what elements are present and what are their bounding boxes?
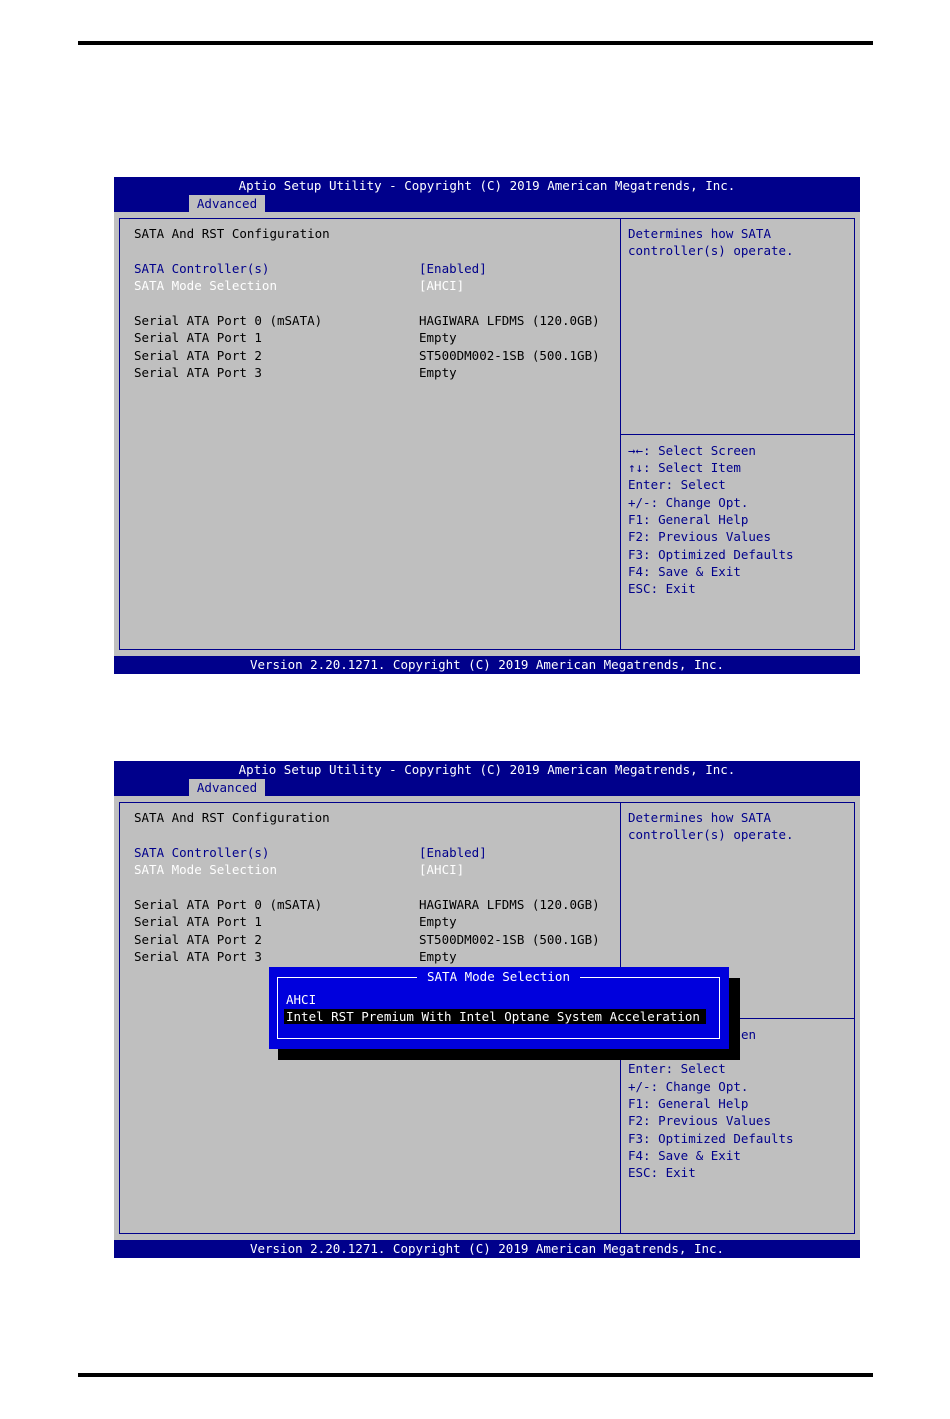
port-1-label: Serial ATA Port 1 xyxy=(134,914,262,929)
title-bar xyxy=(114,761,860,796)
section-title: SATA And RST Configuration xyxy=(134,810,330,825)
key-f3: F3: Optimized Defaults xyxy=(628,1131,794,1146)
port-1-value: Empty xyxy=(419,330,457,345)
port-2-value: ST500DM002-1SB (500.1GB) xyxy=(419,932,600,947)
sata-controller-value[interactable]: [Enabled] xyxy=(419,261,487,276)
title-text: Aptio Setup Utility - Copyright (C) 2019 American Megatrends, Inc. xyxy=(238,762,736,777)
key-select-screen-partial: en xyxy=(741,1027,757,1042)
help-text-line1: Determines how SATA xyxy=(628,810,771,825)
key-enter: Enter: Select xyxy=(628,477,726,492)
key-enter: Enter: Select xyxy=(628,1061,726,1076)
port-1-value: Empty xyxy=(419,914,457,929)
title-bar xyxy=(114,177,860,212)
bottom-rule xyxy=(78,1373,873,1377)
port-3-label: Serial ATA Port 3 xyxy=(134,949,262,964)
key-f4: F4: Save & Exit xyxy=(628,1148,741,1163)
popup-title: SATA Mode Selection xyxy=(417,968,580,985)
popup-frame xyxy=(277,977,720,1039)
sata-controller-value[interactable]: [Enabled] xyxy=(419,845,487,860)
sata-mode-popup xyxy=(269,967,729,1049)
key-f2: F2: Previous Values xyxy=(628,1113,771,1128)
sata-mode-label[interactable]: SATA Mode Selection xyxy=(134,862,277,877)
key-f4: F4: Save & Exit xyxy=(628,564,741,579)
port-0-value: HAGIWARA LFDMS (120.0GB) xyxy=(419,897,600,912)
sata-mode-label[interactable]: SATA Mode Selection xyxy=(134,278,277,293)
port-2-label: Serial ATA Port 2 xyxy=(134,932,262,947)
footer-bar: Version 2.20.1271. Copyright (C) 2019 American Megatrends, Inc. xyxy=(114,1240,860,1258)
key-change-opt: +/-: Change Opt. xyxy=(628,495,749,510)
tab-advanced[interactable]: Advanced xyxy=(189,195,265,212)
port-0-label: Serial ATA Port 0 (mSATA) xyxy=(134,313,323,328)
key-f3: F3: Optimized Defaults xyxy=(628,547,794,562)
port-2-value: ST500DM002-1SB (500.1GB) xyxy=(419,348,600,363)
help-text-line2: controller(s) operate. xyxy=(628,243,794,258)
help-divider xyxy=(621,434,855,435)
help-text-line2: controller(s) operate. xyxy=(628,827,794,842)
key-f1: F1: General Help xyxy=(628,512,749,527)
key-esc: ESC: Exit xyxy=(628,581,696,596)
key-f1: F1: General Help xyxy=(628,1096,749,1111)
key-f2: F2: Previous Values xyxy=(628,529,771,544)
port-1-label: Serial ATA Port 1 xyxy=(134,330,262,345)
popup-option-ahci[interactable]: AHCI xyxy=(286,992,317,1007)
sata-controller-label[interactable]: SATA Controller(s) xyxy=(134,261,270,276)
popup-option-intel-rst[interactable]: Intel RST Premium With Intel Optane System Acceleration xyxy=(284,1009,706,1024)
bios-screen-1 xyxy=(114,177,860,674)
tab-advanced[interactable]: Advanced xyxy=(189,779,265,796)
sata-mode-value[interactable]: [AHCI] xyxy=(419,862,465,877)
port-3-label: Serial ATA Port 3 xyxy=(134,365,262,380)
bios-screen-2 xyxy=(114,761,860,1258)
key-change-opt: +/-: Change Opt. xyxy=(628,1079,749,1094)
port-2-label: Serial ATA Port 2 xyxy=(134,348,262,363)
key-select-item: ↑↓: Select Item xyxy=(628,460,741,475)
help-text-line1: Determines how SATA xyxy=(628,226,771,241)
sata-mode-value[interactable]: [AHCI] xyxy=(419,278,465,293)
port-0-label: Serial ATA Port 0 (mSATA) xyxy=(134,897,323,912)
title-text: Aptio Setup Utility - Copyright (C) 2019 American Megatrends, Inc. xyxy=(238,178,736,193)
port-3-value: Empty xyxy=(419,949,457,964)
sata-controller-label[interactable]: SATA Controller(s) xyxy=(134,845,270,860)
section-title: SATA And RST Configuration xyxy=(134,226,330,241)
port-0-value: HAGIWARA LFDMS (120.0GB) xyxy=(419,313,600,328)
port-3-value: Empty xyxy=(419,365,457,380)
footer-bar: Version 2.20.1271. Copyright (C) 2019 American Megatrends, Inc. xyxy=(114,656,860,674)
key-select-screen: →←: Select Screen xyxy=(628,443,756,458)
key-esc: ESC: Exit xyxy=(628,1165,696,1180)
top-rule xyxy=(78,41,873,45)
